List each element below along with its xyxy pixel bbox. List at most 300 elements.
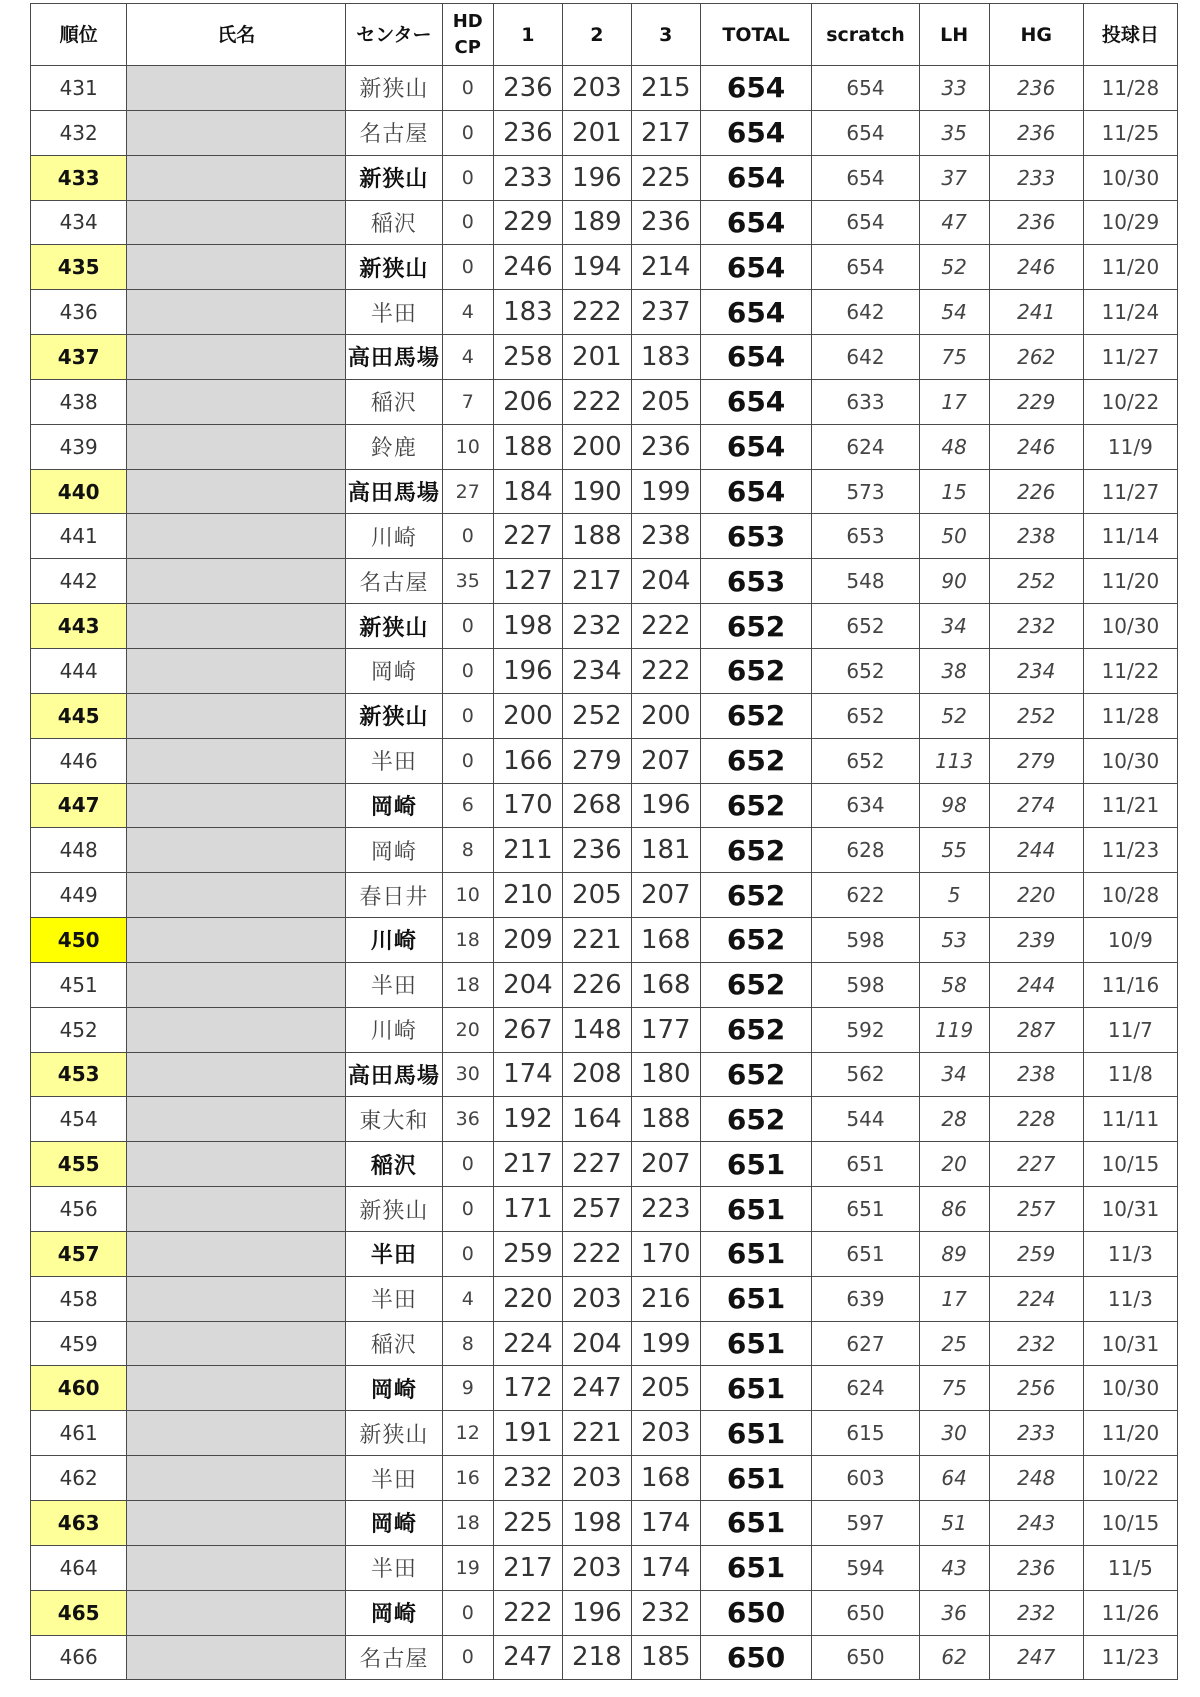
hg-cell: 234 xyxy=(989,648,1083,693)
game-3-cell: 232 xyxy=(631,1590,700,1635)
header-hdcp[interactable] xyxy=(442,4,493,66)
game-2-cell: 205 xyxy=(562,873,631,918)
rank-cell: 452 xyxy=(31,1007,127,1052)
lh-cell: 34 xyxy=(919,1052,989,1097)
total-cell: 652 xyxy=(700,962,812,1007)
rank-cell: 460 xyxy=(31,1366,127,1411)
center-cell: 川崎 xyxy=(346,514,442,559)
table-row xyxy=(31,424,1178,469)
scratch-cell: 628 xyxy=(812,828,919,873)
name-cell xyxy=(127,1052,346,1097)
hdcp-cell: 4 xyxy=(442,1276,493,1321)
center-cell: 岡崎 xyxy=(346,783,442,828)
game-1-cell: 188 xyxy=(493,424,562,469)
hg-cell: 246 xyxy=(989,424,1083,469)
game-2-cell: 217 xyxy=(562,559,631,604)
center-cell: 新狭山 xyxy=(346,66,442,111)
lh-cell: 50 xyxy=(919,514,989,559)
hdcp-cell: 0 xyxy=(442,66,493,111)
hg-cell: 220 xyxy=(989,873,1083,918)
date-cell: 10/15 xyxy=(1083,1142,1177,1187)
game-1-cell: 227 xyxy=(493,514,562,559)
game-2-cell: 148 xyxy=(562,1007,631,1052)
hg-cell: 227 xyxy=(989,1142,1083,1187)
game-2-cell: 234 xyxy=(562,648,631,693)
game-3-cell: 168 xyxy=(631,962,700,1007)
lh-cell: 25 xyxy=(919,1321,989,1366)
game-2-cell: 201 xyxy=(562,335,631,380)
game-3-cell: 168 xyxy=(631,1456,700,1501)
game-2-cell: 218 xyxy=(562,1635,631,1680)
center-cell: 名古屋 xyxy=(346,1635,442,1680)
hdcp-cell: 0 xyxy=(442,1187,493,1232)
hg-cell: 252 xyxy=(989,693,1083,738)
lh-cell: 28 xyxy=(919,1097,989,1142)
rank-cell: 436 xyxy=(31,290,127,335)
scratch-cell: 650 xyxy=(812,1590,919,1635)
hdcp-cell: 0 xyxy=(442,155,493,200)
rank-cell: 447 xyxy=(31,783,127,828)
table-row xyxy=(31,604,1178,649)
name-cell xyxy=(127,1187,346,1232)
header-rank[interactable]: 順位 xyxy=(31,4,127,66)
game-3-cell: 207 xyxy=(631,873,700,918)
game-1-cell: 217 xyxy=(493,1545,562,1590)
name-cell xyxy=(127,200,346,245)
lh-cell: 38 xyxy=(919,648,989,693)
name-cell xyxy=(127,1231,346,1276)
total-cell: 651 xyxy=(700,1276,812,1321)
scratch-cell: 651 xyxy=(812,1142,919,1187)
date-cell: 11/14 xyxy=(1083,514,1177,559)
lh-cell: 35 xyxy=(919,110,989,155)
table-row xyxy=(31,1501,1178,1546)
name-cell xyxy=(127,962,346,1007)
game-2-cell: 203 xyxy=(562,1456,631,1501)
scratch-cell: 624 xyxy=(812,424,919,469)
name-cell xyxy=(127,1366,346,1411)
center-cell: 半田 xyxy=(346,290,442,335)
table-row xyxy=(31,469,1178,514)
rank-cell: 458 xyxy=(31,1276,127,1321)
center-cell: 稲沢 xyxy=(346,1321,442,1366)
center-cell: 半田 xyxy=(346,1456,442,1501)
game-2-cell: 227 xyxy=(562,1142,631,1187)
center-cell: 岡崎 xyxy=(346,1590,442,1635)
game-2-cell: 198 xyxy=(562,1501,631,1546)
header-center[interactable]: センター xyxy=(346,4,442,66)
rank-cell: 441 xyxy=(31,514,127,559)
game-3-cell: 236 xyxy=(631,424,700,469)
game-1-cell: 259 xyxy=(493,1231,562,1276)
table-row xyxy=(31,918,1178,963)
total-cell: 653 xyxy=(700,559,812,604)
center-cell: 高田馬場 xyxy=(346,1052,442,1097)
lh-cell: 113 xyxy=(919,738,989,783)
date-cell: 11/16 xyxy=(1083,962,1177,1007)
hg-cell: 233 xyxy=(989,155,1083,200)
date-cell: 10/31 xyxy=(1083,1187,1177,1232)
game-1-cell: 127 xyxy=(493,559,562,604)
rank-cell: 462 xyxy=(31,1456,127,1501)
center-cell: 新狭山 xyxy=(346,604,442,649)
lh-cell: 119 xyxy=(919,1007,989,1052)
hdcp-cell: 8 xyxy=(442,828,493,873)
game-3-cell: 200 xyxy=(631,693,700,738)
date-cell: 11/23 xyxy=(1083,828,1177,873)
rank-cell: 466 xyxy=(31,1635,127,1680)
total-cell: 654 xyxy=(700,155,812,200)
header-game-3[interactable]: 3 xyxy=(631,4,700,66)
rank-cell: 432 xyxy=(31,110,127,155)
header-hdcp-line1: HD xyxy=(452,10,483,32)
game-1-cell: 171 xyxy=(493,1187,562,1232)
rank-cell: 434 xyxy=(31,200,127,245)
scratch-cell: 598 xyxy=(812,918,919,963)
date-cell: 11/27 xyxy=(1083,335,1177,380)
scratch-cell: 639 xyxy=(812,1276,919,1321)
scratch-cell: 573 xyxy=(812,469,919,514)
hdcp-cell: 0 xyxy=(442,514,493,559)
hdcp-cell: 30 xyxy=(442,1052,493,1097)
rank-cell: 442 xyxy=(31,559,127,604)
game-2-cell: 222 xyxy=(562,379,631,424)
table-row xyxy=(31,200,1178,245)
header-total[interactable]: TOTAL xyxy=(700,4,812,66)
lh-cell: 5 xyxy=(919,873,989,918)
hg-cell: 226 xyxy=(989,469,1083,514)
game-2-cell: 279 xyxy=(562,738,631,783)
table-row xyxy=(31,783,1178,828)
scratch-cell: 654 xyxy=(812,66,919,111)
scratch-cell: 597 xyxy=(812,1501,919,1546)
scratch-cell: 652 xyxy=(812,693,919,738)
game-1-cell: 267 xyxy=(493,1007,562,1052)
lh-cell: 47 xyxy=(919,200,989,245)
name-cell xyxy=(127,693,346,738)
total-cell: 654 xyxy=(700,335,812,380)
game-3-cell: 199 xyxy=(631,469,700,514)
center-cell: 半田 xyxy=(346,1545,442,1590)
header-game-1[interactable]: 1 xyxy=(493,4,562,66)
hg-cell: 256 xyxy=(989,1366,1083,1411)
center-cell: 新狭山 xyxy=(346,1187,442,1232)
game-3-cell: 203 xyxy=(631,1411,700,1456)
header-date[interactable]: 投球日 xyxy=(1083,4,1177,66)
table-body xyxy=(31,66,1178,1680)
name-cell xyxy=(127,1456,346,1501)
total-cell: 650 xyxy=(700,1635,812,1680)
date-cell: 11/20 xyxy=(1083,245,1177,290)
game-1-cell: 184 xyxy=(493,469,562,514)
header-lh[interactable]: LH xyxy=(919,4,989,66)
center-cell: 高田馬場 xyxy=(346,469,442,514)
scratch-cell: 654 xyxy=(812,245,919,290)
game-3-cell: 205 xyxy=(631,379,700,424)
table-row xyxy=(31,693,1178,738)
center-cell: 新狭山 xyxy=(346,1411,442,1456)
date-cell: 10/30 xyxy=(1083,604,1177,649)
scratch-cell: 548 xyxy=(812,559,919,604)
game-2-cell: 200 xyxy=(562,424,631,469)
game-3-cell: 168 xyxy=(631,918,700,963)
date-cell: 10/29 xyxy=(1083,200,1177,245)
game-1-cell: 220 xyxy=(493,1276,562,1321)
center-cell: 岡崎 xyxy=(346,1501,442,1546)
total-cell: 651 xyxy=(700,1231,812,1276)
center-cell: 稲沢 xyxy=(346,1142,442,1187)
hdcp-cell: 36 xyxy=(442,1097,493,1142)
game-1-cell: 236 xyxy=(493,66,562,111)
game-3-cell: 183 xyxy=(631,335,700,380)
hg-cell: 232 xyxy=(989,1590,1083,1635)
hg-cell: 262 xyxy=(989,335,1083,380)
center-cell: 東大和 xyxy=(346,1097,442,1142)
scratch-cell: 652 xyxy=(812,604,919,649)
game-3-cell: 207 xyxy=(631,738,700,783)
table-row xyxy=(31,514,1178,559)
hg-cell: 287 xyxy=(989,1007,1083,1052)
center-cell: 半田 xyxy=(346,1231,442,1276)
game-2-cell: 236 xyxy=(562,828,631,873)
date-cell: 10/22 xyxy=(1083,1456,1177,1501)
total-cell: 652 xyxy=(700,738,812,783)
table-row xyxy=(31,648,1178,693)
rank-cell: 455 xyxy=(31,1142,127,1187)
name-cell xyxy=(127,1276,346,1321)
scratch-cell: 653 xyxy=(812,514,919,559)
lh-cell: 52 xyxy=(919,245,989,290)
hg-cell: 241 xyxy=(989,290,1083,335)
rank-cell: 443 xyxy=(31,604,127,649)
total-cell: 652 xyxy=(700,1007,812,1052)
rank-cell: 438 xyxy=(31,379,127,424)
center-cell: 半田 xyxy=(346,1276,442,1321)
center-cell: 半田 xyxy=(346,962,442,1007)
hg-cell: 229 xyxy=(989,379,1083,424)
hg-cell: 236 xyxy=(989,200,1083,245)
total-cell: 651 xyxy=(700,1142,812,1187)
game-3-cell: 199 xyxy=(631,1321,700,1366)
game-3-cell: 217 xyxy=(631,110,700,155)
date-cell: 11/8 xyxy=(1083,1052,1177,1097)
hdcp-cell: 18 xyxy=(442,918,493,963)
name-cell xyxy=(127,245,346,290)
rank-cell: 463 xyxy=(31,1501,127,1546)
date-cell: 11/28 xyxy=(1083,693,1177,738)
scratch-cell: 634 xyxy=(812,783,919,828)
date-cell: 11/3 xyxy=(1083,1276,1177,1321)
hg-cell: 243 xyxy=(989,1501,1083,1546)
table-row xyxy=(31,290,1178,335)
date-cell: 11/5 xyxy=(1083,1545,1177,1590)
table-row xyxy=(31,1052,1178,1097)
name-cell xyxy=(127,1635,346,1680)
table-row xyxy=(31,1366,1178,1411)
game-2-cell: 203 xyxy=(562,1276,631,1321)
game-2-cell: 222 xyxy=(562,290,631,335)
table-row xyxy=(31,1545,1178,1590)
lh-cell: 15 xyxy=(919,469,989,514)
game-1-cell: 204 xyxy=(493,962,562,1007)
game-2-cell: 257 xyxy=(562,1187,631,1232)
center-cell: 岡崎 xyxy=(346,648,442,693)
total-cell: 651 xyxy=(700,1321,812,1366)
scratch-cell: 622 xyxy=(812,873,919,918)
center-cell: 半田 xyxy=(346,738,442,783)
game-1-cell: 246 xyxy=(493,245,562,290)
hdcp-cell: 8 xyxy=(442,1321,493,1366)
total-cell: 654 xyxy=(700,200,812,245)
scratch-cell: 654 xyxy=(812,155,919,200)
table-row xyxy=(31,828,1178,873)
lh-cell: 17 xyxy=(919,1276,989,1321)
lh-cell: 64 xyxy=(919,1456,989,1501)
lh-cell: 62 xyxy=(919,1635,989,1680)
lh-cell: 51 xyxy=(919,1501,989,1546)
table-row xyxy=(31,335,1178,380)
game-2-cell: 196 xyxy=(562,1590,631,1635)
rank-cell: 453 xyxy=(31,1052,127,1097)
game-2-cell: 208 xyxy=(562,1052,631,1097)
hdcp-cell: 0 xyxy=(442,693,493,738)
scratch-cell: 627 xyxy=(812,1321,919,1366)
hdcp-cell: 9 xyxy=(442,1366,493,1411)
date-cell: 11/7 xyxy=(1083,1007,1177,1052)
table-row xyxy=(31,379,1178,424)
scratch-cell: 651 xyxy=(812,1187,919,1232)
game-3-cell: 181 xyxy=(631,828,700,873)
date-cell: 10/30 xyxy=(1083,738,1177,783)
hdcp-cell: 4 xyxy=(442,290,493,335)
hdcp-cell: 16 xyxy=(442,1456,493,1501)
center-cell: 鈴鹿 xyxy=(346,424,442,469)
name-cell xyxy=(127,66,346,111)
game-1-cell: 191 xyxy=(493,1411,562,1456)
table-row xyxy=(31,155,1178,200)
center-cell: 名古屋 xyxy=(346,559,442,604)
total-cell: 651 xyxy=(700,1366,812,1411)
hg-cell: 247 xyxy=(989,1635,1083,1680)
game-2-cell: 252 xyxy=(562,693,631,738)
name-cell xyxy=(127,648,346,693)
lh-cell: 48 xyxy=(919,424,989,469)
total-cell: 652 xyxy=(700,828,812,873)
total-cell: 652 xyxy=(700,1052,812,1097)
name-cell xyxy=(127,379,346,424)
table-header xyxy=(31,4,1178,66)
hg-cell: 274 xyxy=(989,783,1083,828)
game-2-cell: 203 xyxy=(562,66,631,111)
game-2-cell: 247 xyxy=(562,1366,631,1411)
center-cell: 名古屋 xyxy=(346,110,442,155)
hdcp-cell: 20 xyxy=(442,1007,493,1052)
hdcp-cell: 0 xyxy=(442,1635,493,1680)
name-cell xyxy=(127,918,346,963)
game-2-cell: 204 xyxy=(562,1321,631,1366)
total-cell: 651 xyxy=(700,1411,812,1456)
rank-cell: 440 xyxy=(31,469,127,514)
game-3-cell: 222 xyxy=(631,648,700,693)
scratch-cell: 562 xyxy=(812,1052,919,1097)
game-3-cell: 238 xyxy=(631,514,700,559)
date-cell: 10/9 xyxy=(1083,918,1177,963)
game-1-cell: 209 xyxy=(493,918,562,963)
date-cell: 11/9 xyxy=(1083,424,1177,469)
lh-cell: 34 xyxy=(919,604,989,649)
game-1-cell: 170 xyxy=(493,783,562,828)
lh-cell: 20 xyxy=(919,1142,989,1187)
date-cell: 11/20 xyxy=(1083,559,1177,604)
header-hdcp-line2: CP xyxy=(454,36,481,58)
hg-cell: 279 xyxy=(989,738,1083,783)
game-2-cell: 268 xyxy=(562,783,631,828)
lh-cell: 58 xyxy=(919,962,989,1007)
hg-cell: 236 xyxy=(989,110,1083,155)
rank-cell: 431 xyxy=(31,66,127,111)
game-1-cell: 174 xyxy=(493,1052,562,1097)
table-row xyxy=(31,1142,1178,1187)
center-cell: 川崎 xyxy=(346,918,442,963)
game-1-cell: 200 xyxy=(493,693,562,738)
hdcp-cell: 0 xyxy=(442,604,493,649)
hdcp-cell: 35 xyxy=(442,559,493,604)
date-cell: 11/23 xyxy=(1083,1635,1177,1680)
header-hg[interactable]: HG xyxy=(989,4,1083,66)
total-cell: 654 xyxy=(700,379,812,424)
name-cell xyxy=(127,738,346,783)
scratch-cell: 651 xyxy=(812,1231,919,1276)
hg-cell: 228 xyxy=(989,1097,1083,1142)
total-cell: 654 xyxy=(700,290,812,335)
hg-cell: 233 xyxy=(989,1411,1083,1456)
game-2-cell: 221 xyxy=(562,1411,631,1456)
center-cell: 稲沢 xyxy=(346,379,442,424)
total-cell: 652 xyxy=(700,648,812,693)
hg-cell: 236 xyxy=(989,66,1083,111)
hg-cell: 252 xyxy=(989,559,1083,604)
header-game-2[interactable]: 2 xyxy=(562,4,631,66)
rank-cell: 450 xyxy=(31,918,127,963)
date-cell: 11/22 xyxy=(1083,648,1177,693)
lh-cell: 75 xyxy=(919,335,989,380)
total-cell: 652 xyxy=(700,918,812,963)
header-scratch[interactable]: scratch xyxy=(812,4,919,66)
name-cell xyxy=(127,1007,346,1052)
hdcp-cell: 0 xyxy=(442,738,493,783)
game-1-cell: 233 xyxy=(493,155,562,200)
name-cell xyxy=(127,828,346,873)
rank-cell: 454 xyxy=(31,1097,127,1142)
game-1-cell: 211 xyxy=(493,828,562,873)
scratch-cell: 592 xyxy=(812,1007,919,1052)
date-cell: 10/15 xyxy=(1083,1501,1177,1546)
game-2-cell: 188 xyxy=(562,514,631,559)
game-3-cell: 174 xyxy=(631,1501,700,1546)
name-cell xyxy=(127,424,346,469)
game-1-cell: 258 xyxy=(493,335,562,380)
lh-cell: 53 xyxy=(919,918,989,963)
lh-cell: 33 xyxy=(919,66,989,111)
header-name[interactable]: 氏名 xyxy=(127,4,346,66)
game-1-cell: 229 xyxy=(493,200,562,245)
total-cell: 650 xyxy=(700,1590,812,1635)
game-3-cell: 236 xyxy=(631,200,700,245)
date-cell: 10/30 xyxy=(1083,155,1177,200)
rank-cell: 461 xyxy=(31,1411,127,1456)
hdcp-cell: 4 xyxy=(442,335,493,380)
lh-cell: 36 xyxy=(919,1590,989,1635)
